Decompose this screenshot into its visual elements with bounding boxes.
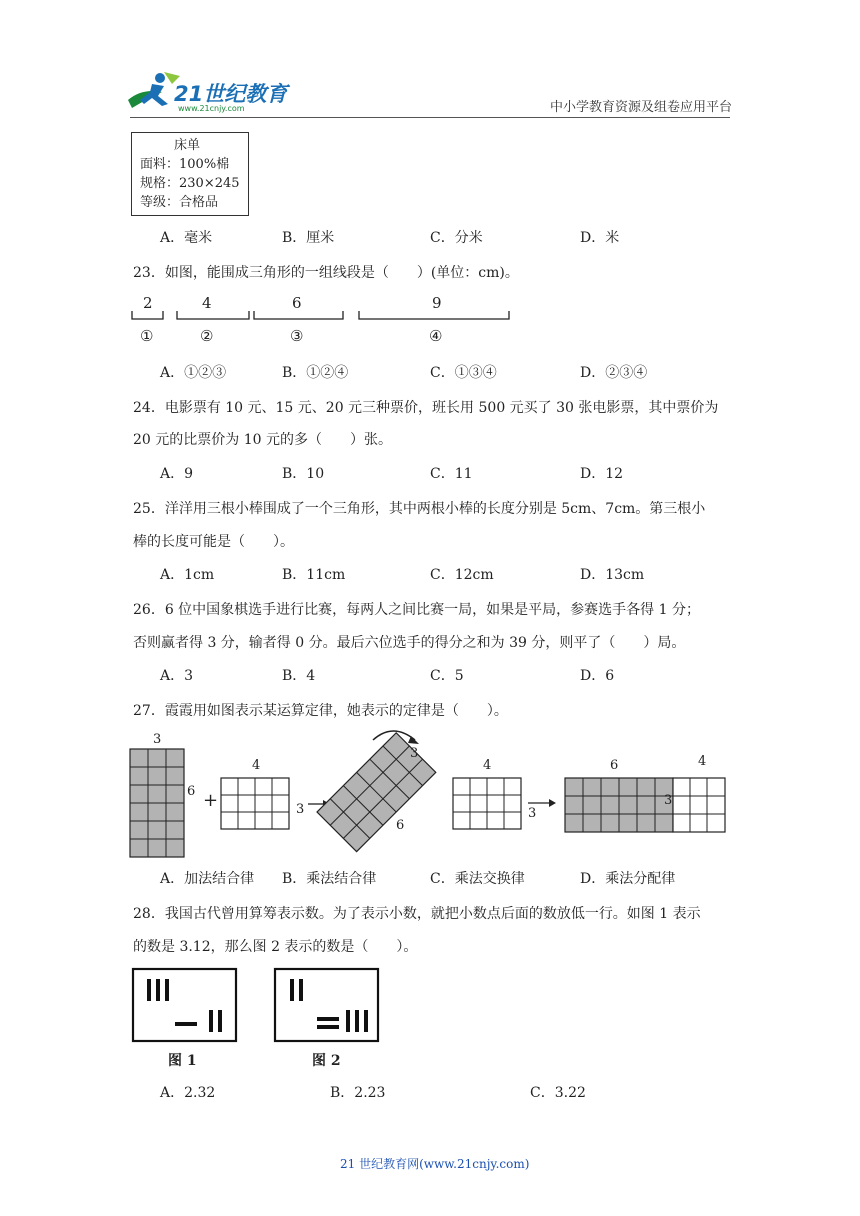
q22-option-b[interactable]: B．厘米 [282, 230, 335, 246]
fig-label-4b: 4 [483, 758, 492, 773]
q26-option-a[interactable]: A．3 [160, 668, 194, 684]
q23-text: 23．如图，能围成三角形的一组线段是（ ）(单位：cm)。 [133, 265, 519, 281]
q25-line2: 棒的长度可能是（ ）。 [133, 534, 294, 550]
fig-label-3a: 3 [153, 732, 162, 747]
fig-label-4c: 4 [698, 754, 707, 769]
q28-line2: 的数是 3.12，那么图 2 表示的数是（ ）。 [133, 939, 418, 955]
q25-option-d[interactable]: D．13cm [580, 567, 645, 583]
counting-rods-fig2 [275, 969, 378, 1041]
q27-text: 27．霞霞用如图表示某运算定律，她表示的定律是（ ）。 [133, 703, 508, 719]
label-size: 规格：230×245 [140, 176, 240, 191]
q27-option-a[interactable]: A．加法结合律 [160, 871, 255, 887]
footer-text: 21 世纪教育网(www.21cnjy.com) [340, 1157, 530, 1171]
q23-option-d[interactable]: D．②③④ [580, 365, 648, 381]
fig-label-3e: 3 [664, 793, 673, 808]
segment-4-mark: ④ [429, 327, 443, 345]
q27-option-c[interactable]: C．乘法交换律 [430, 871, 525, 887]
q24-option-d[interactable]: D．12 [580, 466, 624, 482]
fig-label-6c: 6 [610, 758, 619, 773]
label-grade: 等级：合格品 [140, 195, 219, 210]
q22-option-a[interactable]: A．毫米 [160, 230, 213, 246]
fig2-caption: 图 2 [312, 1053, 341, 1069]
q23-option-c[interactable]: C．①③④ [430, 365, 497, 381]
q24-line1: 24．电影票有 10 元、15 元、20 元三种票价，班长用 500 元买了 30 张电影票，其中票价为 [133, 400, 719, 416]
fig-label-3c: 3 [410, 746, 419, 761]
q22-option-c[interactable]: C．分米 [430, 230, 483, 246]
label-title: 床单 [174, 138, 201, 153]
header-divider [130, 117, 730, 118]
segment-1-length: 2 [143, 294, 153, 312]
q22-option-d[interactable]: D．米 [580, 230, 620, 246]
fig-label-4a: 4 [252, 758, 261, 773]
q27-option-d[interactable]: D．乘法分配律 [580, 871, 676, 887]
logo-text: 21世纪教育 [174, 82, 288, 106]
q28-line1: 28．我国古代曾用算筹表示数。为了表示小数，就把小数点后面的数放低一行。如图 1 表示 [133, 906, 701, 922]
label-material: 面料：100%棉 [140, 157, 230, 172]
counting-rods-fig1 [133, 969, 236, 1041]
q24-option-a[interactable]: A．9 [160, 466, 194, 482]
segment-4-length: 9 [432, 294, 442, 312]
runner-logo-icon [122, 70, 182, 114]
combined-grid [565, 778, 725, 832]
q23-segments-figure [128, 290, 518, 350]
q25-option-a[interactable]: A．1cm [160, 567, 215, 583]
fig-label-6a: 6 [187, 784, 196, 799]
fig-label-6b: 6 [396, 818, 405, 833]
segment-3-length: 6 [292, 294, 302, 312]
q27-option-b[interactable]: B．乘法结合律 [282, 871, 377, 887]
q23-option-b[interactable]: B．①②④ [282, 365, 349, 381]
logo-url: www.21cnjy.com [178, 104, 245, 113]
q26-option-d[interactable]: D．6 [580, 668, 615, 684]
white-grid-4x3-second [453, 778, 521, 829]
q24-option-c[interactable]: C．11 [430, 466, 473, 482]
q28-option-c[interactable]: C．3.22 [530, 1085, 586, 1101]
q28-option-b[interactable]: B．2.23 [330, 1085, 386, 1101]
q28-option-a[interactable]: A．2.32 [160, 1085, 216, 1101]
q25-option-b[interactable]: B．11cm [282, 567, 346, 583]
gray-grid-3x6 [130, 749, 184, 857]
q24-option-b[interactable]: B．10 [282, 466, 325, 482]
q25-option-c[interactable]: C．12cm [430, 567, 494, 583]
fig1-caption: 图 1 [168, 1053, 197, 1069]
q24-line2: 20 元的比票价为 10 元的多（ ）张。 [133, 432, 392, 448]
counting-rods-figures [130, 966, 382, 1046]
plus-sign: + [203, 790, 219, 811]
segment-1-mark: ① [140, 327, 154, 345]
q26-line2: 否则赢者得 3 分，输者得 0 分。最后六位选手的得分之和为 39 分，则平了（ ）局。 [133, 635, 686, 651]
q26-option-c[interactable]: C．5 [430, 668, 464, 684]
segment-2-mark: ② [200, 327, 214, 345]
segment-3-mark: ③ [290, 327, 304, 345]
site-name: 中小学教育资源及组卷应用平台 [550, 100, 733, 115]
site-logo [122, 70, 292, 116]
fig-label-3b: 3 [296, 802, 305, 817]
q25-line1: 25．洋洋用三根小棒围成了一个三角形，其中两根小棒的长度分别是 5cm、7cm。第三根小 [133, 501, 706, 517]
q23-option-a[interactable]: A．①②③ [160, 365, 227, 381]
q26-line1: 26．6 位中国象棋选手进行比赛，每两人之间比赛一局，如果是平局，参赛选手各得 1 分； [133, 602, 700, 618]
white-grid-4x3 [221, 778, 289, 829]
fig-label-3d: 3 [528, 806, 537, 821]
q26-option-b[interactable]: B．4 [282, 668, 316, 684]
bedsheet-label-card [131, 132, 249, 216]
segment-2-length: 4 [202, 294, 212, 312]
